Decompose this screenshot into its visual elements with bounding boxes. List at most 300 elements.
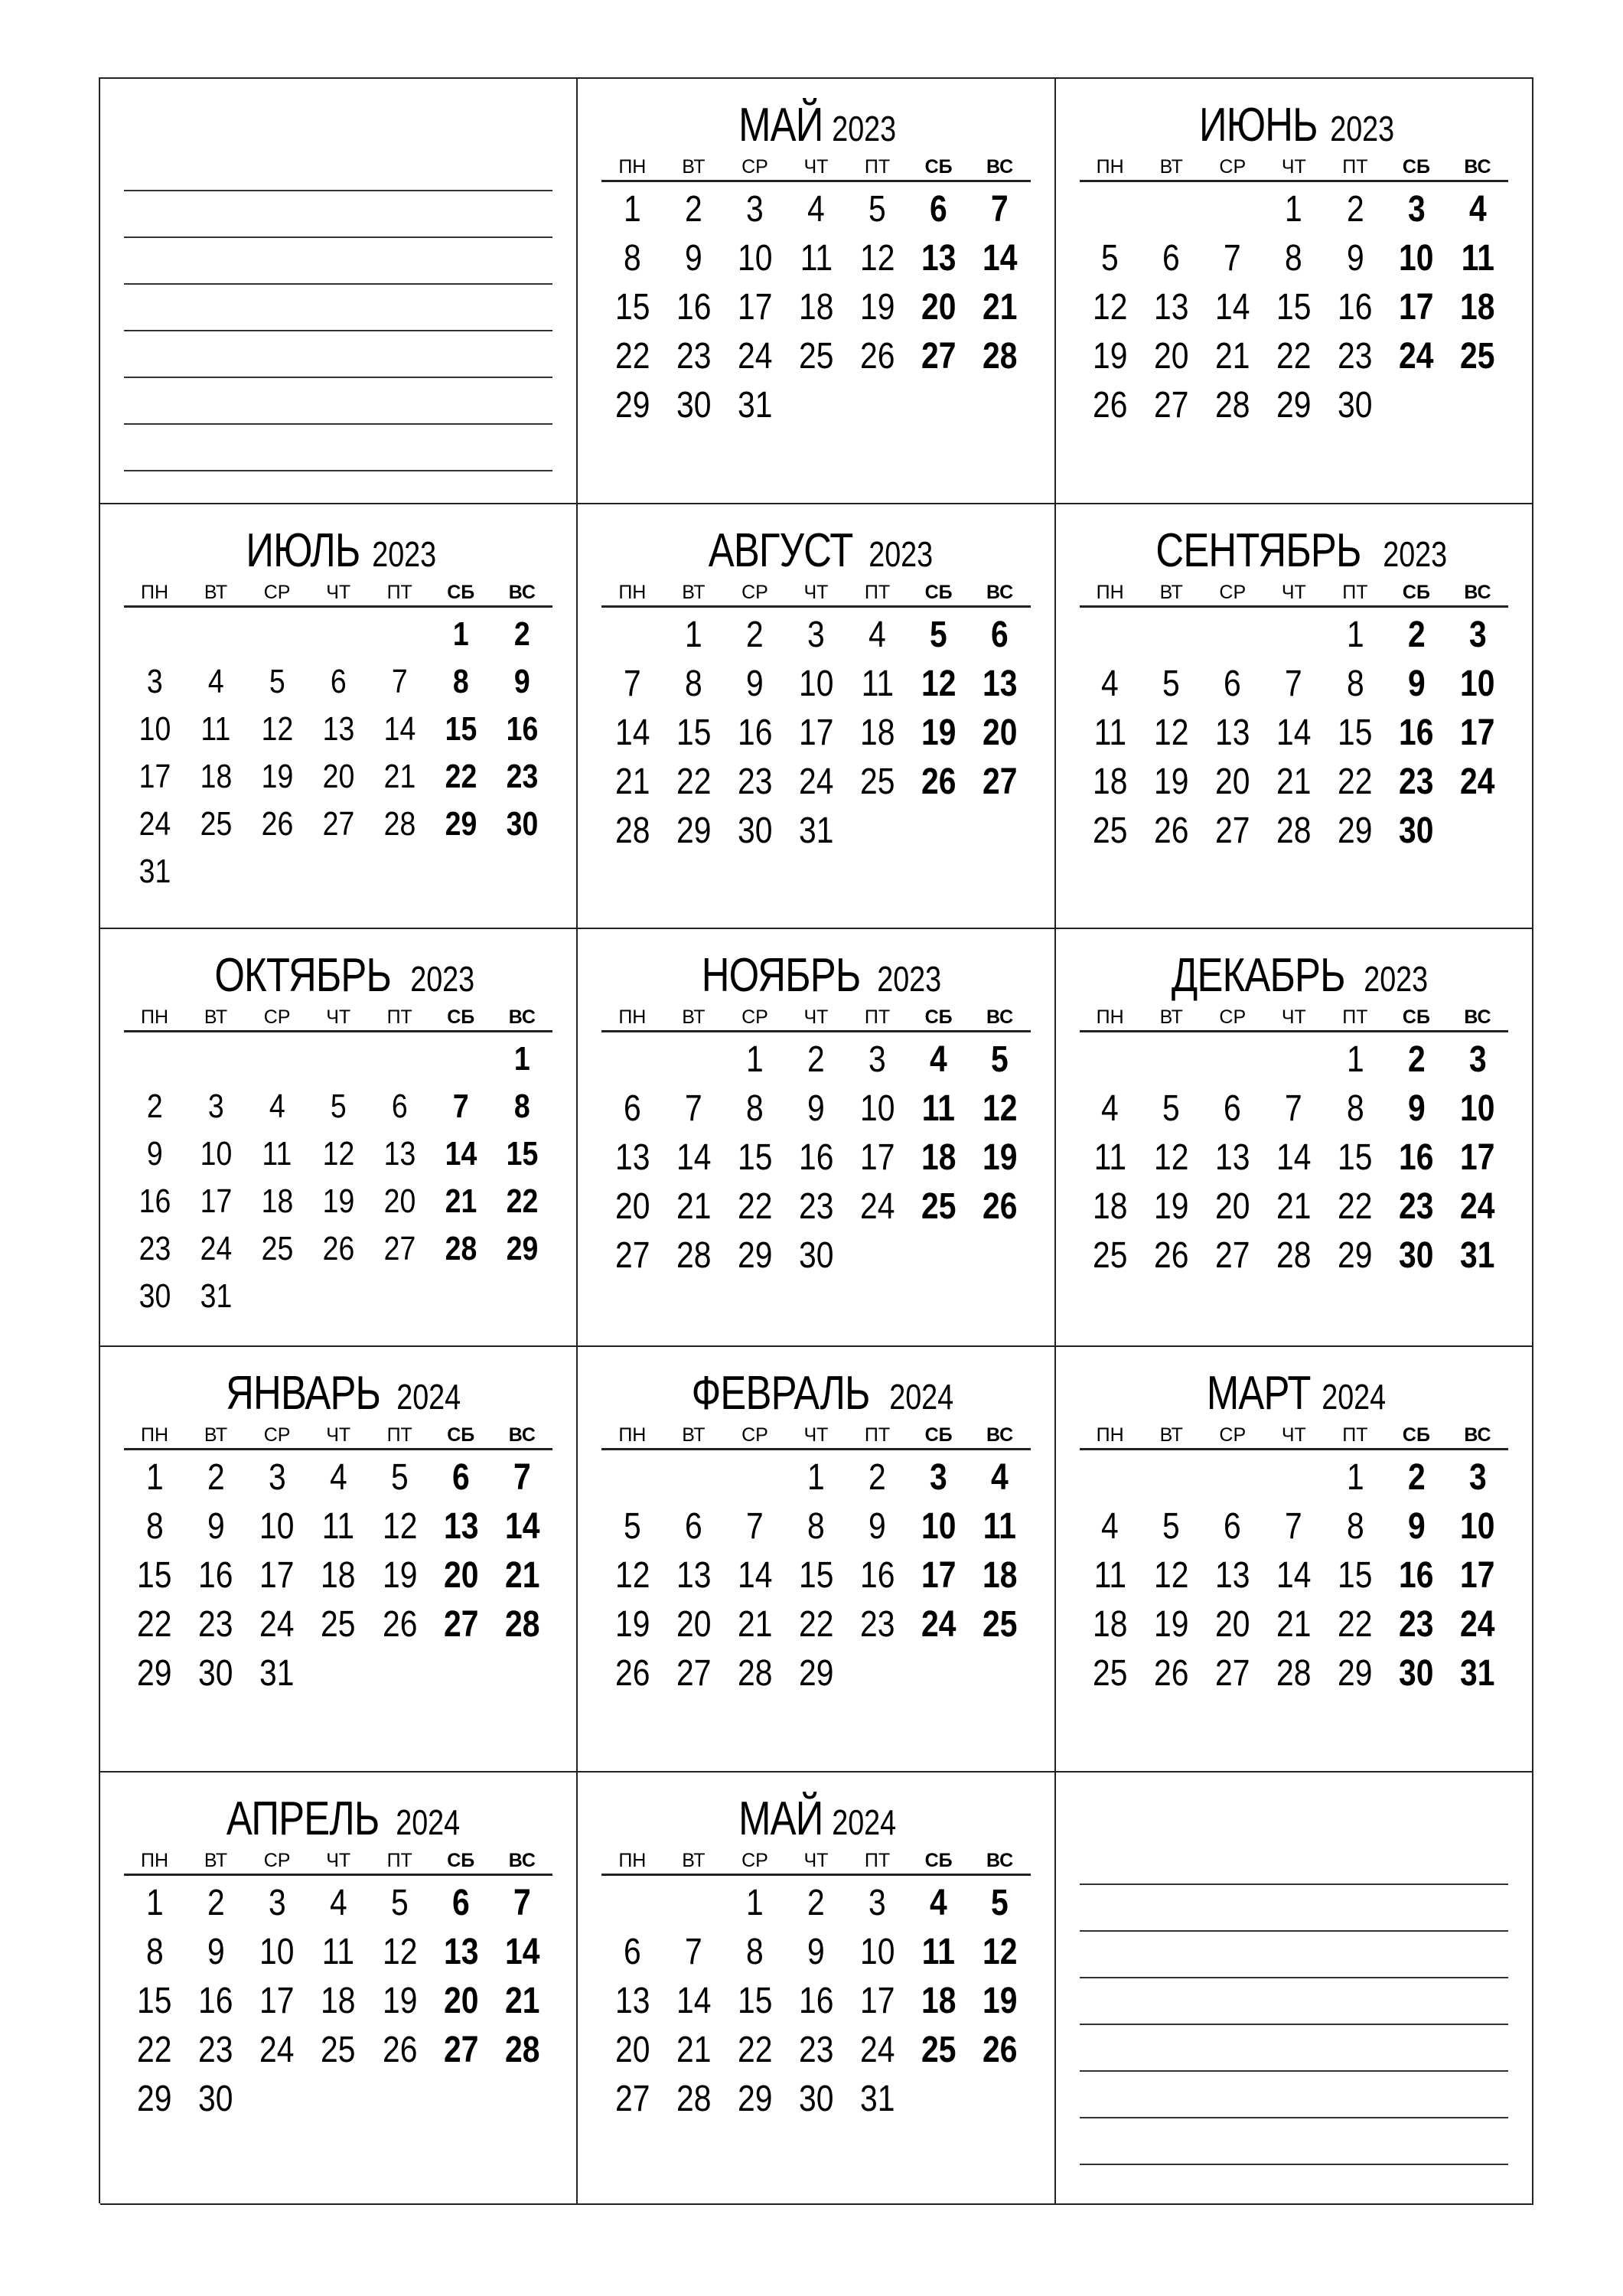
day: 22 <box>614 336 650 377</box>
day: 30 <box>198 1653 233 1694</box>
note-line[interactable] <box>124 285 552 331</box>
weekday-label: ВТ <box>204 582 228 603</box>
day: 28 <box>1276 810 1312 851</box>
day: 4 <box>1101 1506 1119 1547</box>
weekday-label: ЧТ <box>326 1424 351 1446</box>
day: 27 <box>614 2079 650 2119</box>
day: 15 <box>614 287 650 328</box>
weekend-day: 2 <box>513 615 530 653</box>
day: 10 <box>737 238 773 279</box>
weekend-day: 18 <box>982 1555 1018 1596</box>
weekday-label: ЧТ <box>803 1006 829 1028</box>
month-name: МАЙ <box>738 1792 823 1845</box>
weekday-label: СР <box>741 156 768 178</box>
weekday-label: ПН <box>141 1006 169 1028</box>
day: 6 <box>391 1088 408 1125</box>
day: 10 <box>859 1088 895 1129</box>
day: 5 <box>869 189 886 230</box>
day: 13 <box>676 1555 712 1596</box>
month-year: 2024 <box>1321 1377 1386 1417</box>
day: 21 <box>1215 336 1250 377</box>
weekday-label: СБ <box>924 1850 953 1871</box>
day: 20 <box>1215 1604 1250 1645</box>
days-grid <box>601 611 1030 856</box>
weekend-day: 14 <box>504 1506 539 1547</box>
weekend-day: 20 <box>443 1555 478 1596</box>
note-line[interactable] <box>1080 1838 1508 1885</box>
weekend-day: 23 <box>1399 1186 1434 1227</box>
day: 26 <box>859 336 895 377</box>
empty-day <box>430 1035 491 1083</box>
calendar-cell <box>578 1347 1055 1773</box>
month-calendar <box>1080 97 1508 430</box>
weekend-day: 21 <box>504 1981 539 2021</box>
day: 15 <box>676 713 712 753</box>
month-year: 2023 <box>372 534 437 574</box>
day: 22 <box>676 762 712 802</box>
day: 31 <box>200 1277 232 1315</box>
month-year: 2023 <box>832 109 896 148</box>
weekend-day: 16 <box>1399 1555 1434 1596</box>
weekend-day: 1 <box>452 615 469 653</box>
day: 26 <box>322 1230 354 1267</box>
day: 28 <box>676 1235 712 1276</box>
day: 23 <box>198 1604 233 1645</box>
weekday-label: ВС <box>986 582 1014 603</box>
day: 17 <box>259 1981 295 2021</box>
weekend-day: 13 <box>921 238 957 279</box>
weekend-day: 25 <box>921 1186 957 1227</box>
empty-day <box>185 611 246 658</box>
day: 17 <box>798 713 834 753</box>
note-line[interactable] <box>1080 2072 1508 2118</box>
empty-day <box>1202 185 1263 234</box>
day: 10 <box>798 664 834 704</box>
weekend-day: 23 <box>1399 762 1434 802</box>
weekday-label: ЧТ <box>1281 1424 1306 1446</box>
day: 29 <box>137 1653 172 1694</box>
day: 7 <box>1285 1506 1303 1547</box>
day: 5 <box>1162 1506 1181 1547</box>
day: 7 <box>746 1506 764 1547</box>
weekday-label: ВС <box>508 1850 536 1871</box>
day: 25 <box>321 2030 356 2070</box>
weekend-day: 12 <box>921 664 957 704</box>
weekday-label: ПН <box>1096 1424 1124 1446</box>
month-name: ЯНВАРЬ <box>225 1367 380 1420</box>
day: 24 <box>798 762 834 802</box>
day: 25 <box>798 336 834 377</box>
weekday-header <box>601 1422 1030 1450</box>
day: 27 <box>383 1230 416 1267</box>
day: 29 <box>798 1653 834 1694</box>
day: 21 <box>676 1186 712 1227</box>
weekend-day: 23 <box>506 758 539 795</box>
weekday-label: ПН <box>1096 582 1124 603</box>
day: 15 <box>137 1555 172 1596</box>
day: 15 <box>798 1555 834 1596</box>
day: 2 <box>1346 189 1364 230</box>
day: 6 <box>624 1932 641 1972</box>
calendar-cell <box>100 1773 578 2205</box>
weekday-label: ПТ <box>864 582 891 603</box>
day: 23 <box>139 1230 171 1267</box>
day: 13 <box>614 1137 650 1178</box>
weekend-day: 23 <box>1399 1604 1434 1645</box>
day: 31 <box>737 385 773 426</box>
weekend-day: 27 <box>982 762 1018 802</box>
weekend-day: 26 <box>982 2030 1018 2070</box>
weekend-day: 31 <box>1460 1235 1495 1276</box>
note-line[interactable] <box>124 378 552 425</box>
weekend-day: 10 <box>1399 238 1434 279</box>
day: 19 <box>261 758 293 795</box>
weekend-day: 15 <box>506 1135 539 1172</box>
month-name: ИЮЛЬ <box>246 524 360 577</box>
note-line[interactable] <box>1080 1885 1508 1932</box>
empty-day <box>1202 611 1263 660</box>
weekday-label: ВС <box>508 1006 536 1028</box>
weekday-label: СР <box>263 1006 291 1028</box>
weekend-day: 14 <box>445 1135 477 1172</box>
day: 13 <box>1215 1137 1250 1178</box>
weekday-label: ВС <box>1464 1424 1491 1446</box>
day: 22 <box>737 1186 773 1227</box>
empty-day <box>246 1035 308 1083</box>
day: 29 <box>137 2079 172 2119</box>
weekday-label: ПН <box>141 582 169 603</box>
weekday-header <box>124 1004 552 1032</box>
empty-day <box>185 1035 246 1083</box>
month-title <box>601 1365 1030 1422</box>
day: 27 <box>1215 810 1250 851</box>
empty-day <box>308 611 369 658</box>
day: 12 <box>382 1932 417 1972</box>
month-title <box>601 947 1030 1004</box>
weekend-day: 29 <box>506 1230 539 1267</box>
weekend-day: 30 <box>1399 1653 1434 1694</box>
weekend-day: 21 <box>504 1555 539 1596</box>
month-calendar <box>601 1791 1030 2124</box>
day: 3 <box>268 1457 286 1498</box>
month-name: МАРТ <box>1206 1367 1311 1420</box>
weekend-day: 17 <box>1460 1137 1495 1178</box>
calendar-grid <box>99 77 1533 2203</box>
day: 22 <box>1338 1186 1373 1227</box>
day: 15 <box>1338 1137 1373 1178</box>
weekday-label: ПТ <box>864 156 891 178</box>
weekend-day: 6 <box>451 1883 470 1923</box>
day: 22 <box>1338 1604 1373 1645</box>
weekend-day: 27 <box>443 1604 478 1645</box>
day: 28 <box>383 805 416 843</box>
day: 30 <box>798 2079 834 2119</box>
day: 15 <box>1338 1555 1373 1596</box>
day: 30 <box>737 810 773 851</box>
day: 2 <box>146 1088 163 1125</box>
weekend-day: 4 <box>930 1039 947 1080</box>
day: 21 <box>1276 762 1312 802</box>
note-line[interactable] <box>124 191 552 238</box>
weekday-label: СБ <box>924 1006 953 1028</box>
day: 8 <box>1346 664 1364 704</box>
day: 19 <box>614 1604 650 1645</box>
weekend-day: 25 <box>982 1604 1018 1645</box>
day: 14 <box>614 713 650 753</box>
day: 4 <box>329 1457 347 1498</box>
day: 24 <box>859 2030 895 2070</box>
weekend-day: 2 <box>1407 1457 1426 1498</box>
empty-day <box>1080 611 1141 660</box>
note-line[interactable] <box>1080 2025 1508 2072</box>
day: 9 <box>869 1506 886 1547</box>
day: 21 <box>614 762 650 802</box>
day: 2 <box>746 615 764 655</box>
weekend-day: 18 <box>1460 287 1495 328</box>
weekday-label: ВТ <box>682 1850 706 1871</box>
day: 31 <box>859 2079 895 2119</box>
empty-day <box>601 1879 663 1928</box>
weekend-day: 25 <box>921 2030 957 2070</box>
note-line[interactable] <box>124 331 552 378</box>
note-line[interactable] <box>124 238 552 285</box>
weekend-day: 5 <box>930 615 947 655</box>
days-grid <box>1080 185 1508 430</box>
day: 26 <box>1092 385 1128 426</box>
day: 3 <box>207 1088 224 1125</box>
day: 21 <box>1276 1186 1312 1227</box>
day: 19 <box>322 1182 354 1220</box>
day: 4 <box>329 1883 347 1923</box>
day: 17 <box>139 758 171 795</box>
weekday-label: ЧТ <box>803 156 829 178</box>
day: 24 <box>859 1186 895 1227</box>
day: 12 <box>261 710 293 748</box>
day: 18 <box>859 713 895 753</box>
month-year: 2024 <box>396 1377 461 1417</box>
month-title <box>601 97 1030 154</box>
weekend-day: 30 <box>1399 810 1434 851</box>
weekday-header <box>601 1848 1030 1876</box>
day: 5 <box>330 1088 347 1125</box>
weekend-day: 29 <box>445 805 477 843</box>
weekday-label: СБ <box>1402 156 1430 178</box>
weekend-day: 16 <box>506 710 539 748</box>
day: 17 <box>259 1555 295 1596</box>
weekday-label: ВТ <box>204 1006 228 1028</box>
month-title <box>1080 97 1508 154</box>
day: 14 <box>737 1555 773 1596</box>
day: 27 <box>1215 1653 1250 1694</box>
weekend-day: 6 <box>451 1457 470 1498</box>
day: 14 <box>1215 287 1250 328</box>
weekday-label: СР <box>1219 156 1247 178</box>
weekend-day: 11 <box>922 1932 956 1972</box>
day: 25 <box>1092 1235 1128 1276</box>
days-grid <box>124 1035 552 1320</box>
notes-area <box>1056 1773 1533 2205</box>
day: 11 <box>321 1506 355 1547</box>
weekend-day: 10 <box>1460 1088 1495 1129</box>
weekday-label: СР <box>741 582 768 603</box>
weekday-label: СР <box>741 1850 768 1871</box>
weekend-day: 21 <box>982 287 1018 328</box>
day: 8 <box>685 664 702 704</box>
calendar-cell <box>578 504 1055 929</box>
day: 25 <box>200 805 232 843</box>
weekend-day: 12 <box>982 1088 1018 1129</box>
weekday-label: ВС <box>1464 1006 1491 1028</box>
day: 24 <box>259 2030 295 2070</box>
weekend-day: 27 <box>443 2030 478 2070</box>
weekday-label: ПТ <box>386 582 412 603</box>
day: 18 <box>1092 1186 1128 1227</box>
weekend-day: 4 <box>991 1457 1009 1498</box>
weekday-label: СР <box>1219 582 1247 603</box>
day: 1 <box>746 1039 764 1080</box>
day: 7 <box>685 1932 702 1972</box>
day: 9 <box>1346 238 1364 279</box>
day: 21 <box>383 758 416 795</box>
day: 5 <box>1162 1088 1181 1129</box>
day: 7 <box>391 663 408 700</box>
weekday-label: ВС <box>986 1850 1014 1871</box>
note-line[interactable] <box>124 425 552 471</box>
month-year: 2024 <box>396 1802 461 1842</box>
day: 30 <box>1338 385 1373 426</box>
weekday-label: ЧТ <box>1281 156 1306 178</box>
month-title <box>124 947 552 1004</box>
day: 19 <box>1092 336 1128 377</box>
day: 18 <box>798 287 834 328</box>
day: 29 <box>1276 385 1312 426</box>
day: 11 <box>262 1135 292 1172</box>
weekend-day: 28 <box>445 1230 477 1267</box>
day: 11 <box>321 1932 355 1972</box>
day: 3 <box>807 615 825 655</box>
weekday-label: ВТ <box>1159 582 1183 603</box>
day: 16 <box>737 713 773 753</box>
calendar-cell <box>1056 1347 1533 1773</box>
weekend-day: 22 <box>445 758 477 795</box>
day: 29 <box>1338 1653 1373 1694</box>
day: 26 <box>1154 810 1189 851</box>
weekday-label: ПТ <box>386 1424 412 1446</box>
weekend-day: 24 <box>1460 1186 1495 1227</box>
weekday-label: ВС <box>1464 582 1491 603</box>
day: 13 <box>1215 1555 1250 1596</box>
month-calendar <box>601 947 1030 1280</box>
day: 4 <box>807 189 825 230</box>
day: 4 <box>269 1088 285 1125</box>
day: 18 <box>200 758 232 795</box>
weekday-header <box>601 1004 1030 1032</box>
month-year: 2024 <box>888 1377 953 1417</box>
day: 5 <box>269 663 285 700</box>
day: 22 <box>1338 762 1373 802</box>
weekday-label: ПТ <box>864 1006 891 1028</box>
weekday-label: СР <box>263 1424 291 1446</box>
day: 24 <box>259 1604 295 1645</box>
day: 23 <box>798 2030 834 2070</box>
day: 13 <box>383 1135 416 1172</box>
weekend-day: 21 <box>445 1182 477 1220</box>
day: 8 <box>145 1932 164 1972</box>
day: 16 <box>676 287 712 328</box>
weekend-day: 3 <box>930 1457 947 1498</box>
day: 9 <box>207 1932 225 1972</box>
weekend-day: 3 <box>1407 189 1426 230</box>
day: 25 <box>1092 810 1128 851</box>
weekday-label: СР <box>741 1006 768 1028</box>
day: 23 <box>1338 336 1373 377</box>
day: 13 <box>1215 713 1250 753</box>
day: 29 <box>1338 810 1373 851</box>
day: 26 <box>614 1653 650 1694</box>
day: 5 <box>1101 238 1119 279</box>
weekday-label: ПН <box>141 1424 169 1446</box>
weekend-day: 7 <box>991 189 1009 230</box>
note-line[interactable] <box>1080 2118 1508 2165</box>
month-name: НОЯБРЬ <box>701 949 860 1002</box>
weekday-label: СБ <box>1402 1006 1430 1028</box>
weekend-day: 3 <box>1468 615 1487 655</box>
day: 12 <box>322 1135 354 1172</box>
month-calendar <box>124 1791 552 2124</box>
day: 14 <box>383 710 416 748</box>
empty-day <box>308 1035 369 1083</box>
month-name: ФЕВРАЛЬ <box>691 1367 870 1420</box>
day: 16 <box>139 1182 171 1220</box>
day: 12 <box>614 1555 650 1596</box>
day: 5 <box>390 1457 409 1498</box>
day: 11 <box>861 664 894 704</box>
weekend-day: 15 <box>445 710 477 748</box>
day: 7 <box>1224 238 1242 279</box>
weekday-label: СБ <box>447 582 475 603</box>
days-grid <box>601 185 1030 430</box>
weekend-day: 5 <box>991 1883 1009 1923</box>
day: 17 <box>200 1182 232 1220</box>
day: 16 <box>859 1555 895 1596</box>
weekend-day: 19 <box>921 713 957 753</box>
note-line[interactable] <box>1080 1978 1508 2025</box>
empty-day <box>1080 185 1141 234</box>
day: 20 <box>1215 1186 1250 1227</box>
weekday-header <box>124 1422 552 1450</box>
weekend-day: 9 <box>513 663 530 700</box>
day: 20 <box>1154 336 1189 377</box>
weekend-day: 14 <box>982 238 1018 279</box>
note-line[interactable] <box>124 145 552 191</box>
weekend-day: 17 <box>1460 1555 1495 1596</box>
month-name: СЕНТЯБРЬ <box>1155 524 1361 577</box>
weekday-header <box>1080 1004 1508 1032</box>
day: 9 <box>807 1932 825 1972</box>
calendar-cell <box>578 929 1055 1347</box>
weekday-label: ВТ <box>682 582 706 603</box>
weekday-label: ВТ <box>682 1006 706 1028</box>
weekend-day: 10 <box>1460 1506 1495 1547</box>
weekend-day: 7 <box>513 1883 531 1923</box>
month-title <box>1080 523 1508 579</box>
note-line[interactable] <box>1080 1932 1508 1978</box>
weekday-label: СБ <box>924 156 953 178</box>
day: 20 <box>614 1186 650 1227</box>
day: 3 <box>869 1039 886 1080</box>
empty-day <box>124 611 185 658</box>
weekday-label: ЧТ <box>326 582 351 603</box>
